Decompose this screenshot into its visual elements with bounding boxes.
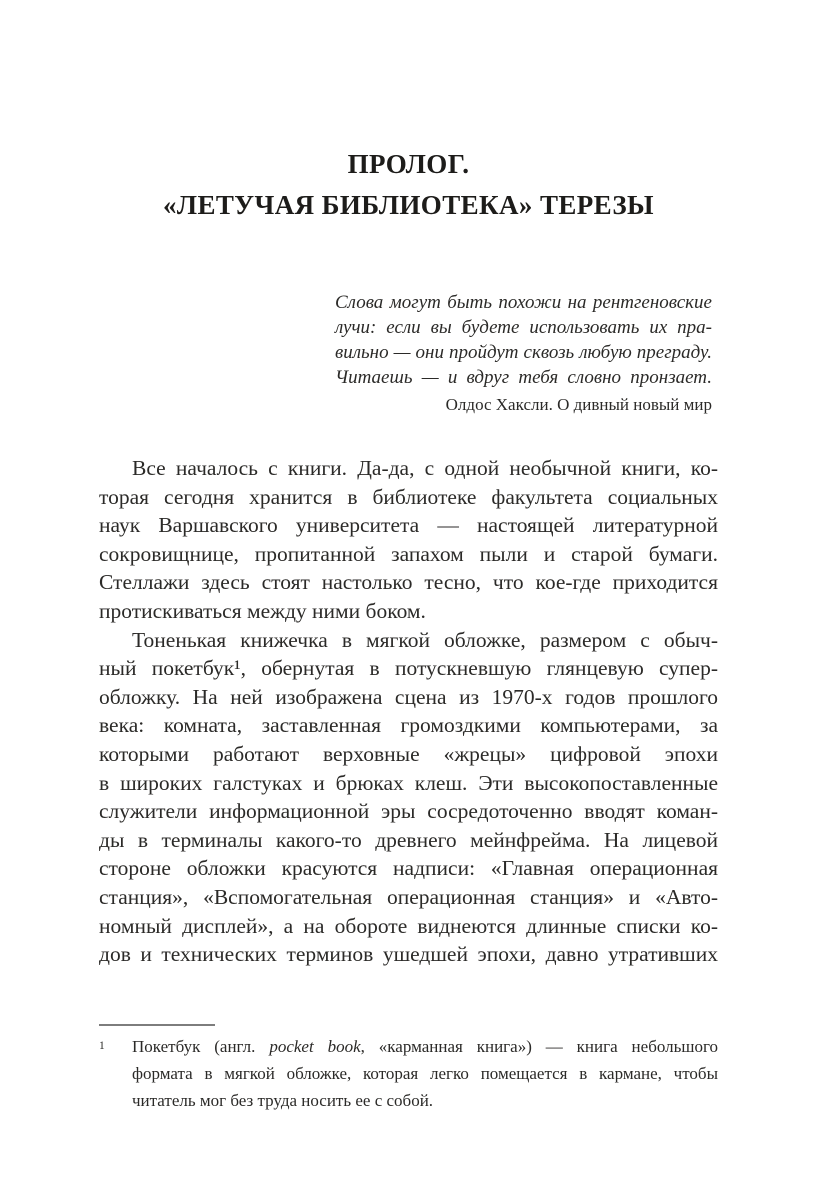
epigraph [335, 290, 712, 416]
body-line: служители информационной эры сосредоточенно вводят коман- [99, 799, 718, 824]
footnote-line1-italic: pocket book [269, 1037, 361, 1056]
body-line: ды в терминалы какого-то древнего мейнфрейма. На лицевой [99, 827, 718, 852]
body-text [99, 454, 718, 969]
epigraph-line: Слова могут быть похожи на рентгеновские [335, 292, 712, 313]
footnote-rule [99, 1024, 215, 1026]
body-line: стороне обложки красуются надписи: «Главная операционная [99, 856, 718, 881]
footnote-line: формата в мягкой обложке, которая легко помещается в кармане, чтобы [132, 1064, 718, 1083]
epigraph-line: лучи: если вы будете использовать их пра- [335, 317, 712, 338]
body-line: дов и технических терминов ушедшей эпохи, давно утративших [99, 942, 718, 967]
footnote-marker: 1 [99, 1040, 105, 1052]
epigraph-line: Читаешь — и вдруг тебя словно пронзает. [335, 367, 712, 388]
chapter-title-line1: ПРОЛОГ. [347, 149, 470, 179]
footnote-text [132, 1033, 718, 1114]
body-line: которыми работают верховные «жрецы» цифровой эпохи [99, 741, 718, 766]
footnote [99, 1024, 718, 1114]
body-line: в широких галстуках и брюках клеш. Эти высокопоставленные [99, 770, 718, 795]
body-line: Стеллажи здесь стоят настолько тесно, что кое-где приходится [99, 570, 718, 595]
body-line: века: комната, заставленная громоздкими компьютерами, за [99, 713, 718, 738]
footnote-line1-pre: Покетбук (англ. [132, 1037, 270, 1056]
chapter-title [0, 144, 817, 226]
body-line: Тоненькая книжечка в мягкой обложке, размером с обыч- [132, 627, 718, 652]
footnote-line1-post: , «карманная книга») — книга небольшого [360, 1037, 718, 1056]
epigraph-attribution: Олдос Хаксли. О дивный новый мир [445, 395, 712, 414]
epigraph-line: вильно — они пройдут сквозь любую преграду. [335, 342, 712, 363]
footnote-line [132, 1033, 718, 1060]
body-line: обложку. На ней изображена сцена из 1970-х годов прошлого [99, 684, 718, 709]
footnote-row [99, 1033, 718, 1114]
body-line: наук Варшавского университета — настоящей литературной [99, 513, 718, 538]
body-line: торая сегодня хранится в библиотеке факультета социальных [99, 484, 718, 509]
body-line: станция», «Вспомогательная операционная станция» и «Авто- [99, 884, 718, 909]
footnote-line: читатель мог без труда носить ее с собой. [132, 1091, 434, 1110]
body-line: протискиваться между ними боком. [99, 598, 426, 623]
body-line: сокровищнице, пропитанной запахом пыли и старой бумаги. [99, 541, 718, 566]
body-line: номный дисплей», а на обороте виднеются длинные списки ко- [99, 913, 718, 938]
body-line: Все началось с книги. Да-да, с одной необычной книги, ко- [132, 456, 718, 480]
body-line: ный покетбук¹, обернутая в потускневшую глянцевую супер- [99, 656, 718, 681]
chapter-title-line2: «ЛЕТУЧАЯ БИБЛИОТЕКА» ТЕРЕЗЫ [163, 190, 654, 220]
